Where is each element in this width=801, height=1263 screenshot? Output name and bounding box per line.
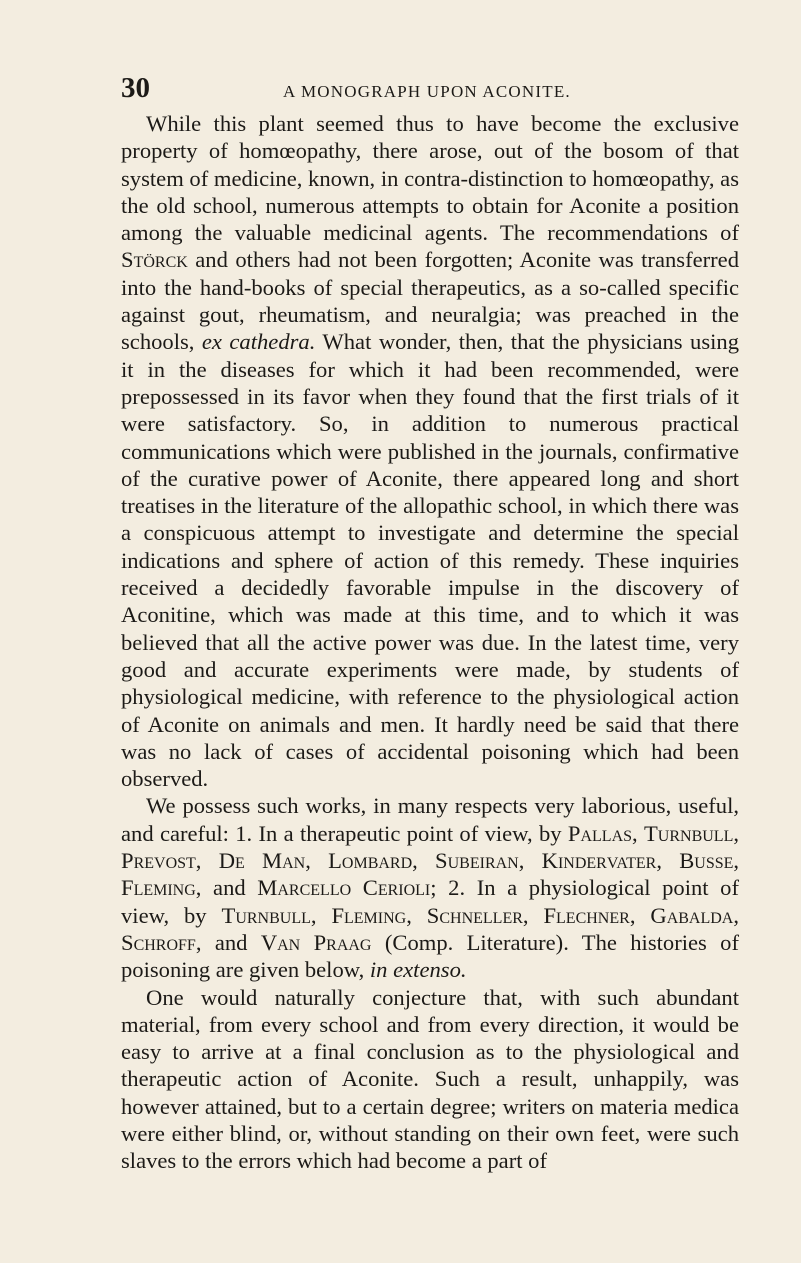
text-segment: , (305, 848, 329, 874)
text-segment: , (629, 902, 651, 928)
text-segment: One would naturally conjecture that, with such abundant material, from every school and from every direction, it would be easy to arrive at a final conclusion as to the physiological and therapeutic action of Aconite. Such a result, unhappily, was however attained, but to a certain degree; writers on materia medica were either blind, or, without standing on their own feet, were such slaves to the errors which had become a part of (121, 984, 739, 1174)
text-segment: , (310, 902, 332, 928)
text-segment: Störck (121, 247, 188, 273)
text-segment: Kindervater (541, 848, 657, 874)
body-text (121, 110, 739, 1175)
text-segment: What wonder, then, that the physicians using it in the diseases for which it had been recommended, were prepossessed in its favor when they found that the first trials of it were satisfactory. So, in addition to numerous practical communications which were published in the journals, confirmative of the curative power of Aconite, there appeared long and short treatises in the literature of the allopathic school, in which there was a conspicuous attempt to investigate and determine the special indications and sphere of action of this remedy. These inquiries received a decidedly favorable impulse in the discovery of Aconitine, which was made at this time, and to which it was believed that all the active power was due. In the latest time, very good and accurate experiments were made, by students of physiological medicine, with reference to the physiological action of Aconite on animals and men. It hardly need be said that there was no lack of cases of accidental poisoning which had been observed. (121, 329, 739, 792)
text-segment: , (733, 902, 740, 928)
text-segment: We possess such works, in many respects very laborious, useful, and careful: 1. In a therapeutic point of view, by (121, 793, 739, 846)
text-segment: Flechner (543, 902, 630, 928)
text-segment: Busse (679, 848, 734, 874)
text-segment: , (195, 848, 219, 874)
text-segment: , (518, 848, 542, 874)
text-segment: , and (195, 875, 258, 901)
text-segment: Schroff (121, 929, 196, 955)
text-segment: Van Praag (260, 929, 372, 955)
text-segment: ; 2. In a physiological point of view, by (121, 875, 740, 928)
text-segment: While this plant seemed thus to have become the exclusive property of homœopathy, there arose, out of the bosom of that system of medicine, known, in contra-distinction to homœopathy, as the old school, numerous attempts to obtain for Aconite a position among the valuable medicinal agents. The recommendations of (121, 111, 739, 246)
text-segment: Lombard (328, 848, 413, 874)
text-segment: Turnbull (644, 820, 734, 846)
text-segment: , (733, 848, 740, 874)
text-segment: , and (195, 929, 261, 955)
text-segment: , (412, 848, 436, 874)
text-segment: Schneller (426, 902, 523, 928)
paragraph-2 (121, 792, 739, 983)
text-segment: , (522, 902, 544, 928)
text-segment: in extenso. (369, 957, 467, 983)
text-segment: , (632, 820, 644, 846)
text-segment: Fleming (331, 902, 407, 928)
text-segment: Prevost (121, 848, 196, 874)
page-number: 30 (121, 72, 150, 104)
text-segment: Subeiran (435, 848, 519, 874)
text-segment: , (656, 848, 680, 874)
paragraph-3 (121, 984, 739, 1175)
text-segment: , (406, 902, 427, 928)
text-segment: Pallas (567, 820, 633, 846)
running-head (121, 70, 741, 106)
text-segment: Turnbull (221, 902, 311, 928)
running-title: A MONOGRAPH UPON ACONITE. (283, 82, 571, 101)
text-segment: (Comp. Literature). The histories of poisoning are given below, (121, 929, 739, 983)
paragraph-1 (121, 110, 739, 792)
text-segment: and others had not been forgotten; Aconite was transferred into the hand-books of special therapeutics, as a so-called specific against gout, rheumatism, and neuralgia; was preached in the schools, (121, 247, 739, 355)
text-segment: Fleming (121, 875, 196, 901)
text-segment: Gabalda (650, 902, 734, 928)
text-segment: ex cathedra. (201, 329, 316, 355)
text-segment: , (733, 820, 740, 846)
text-segment: De Man (218, 848, 306, 874)
text-segment: Marcello Cerioli (257, 875, 431, 901)
